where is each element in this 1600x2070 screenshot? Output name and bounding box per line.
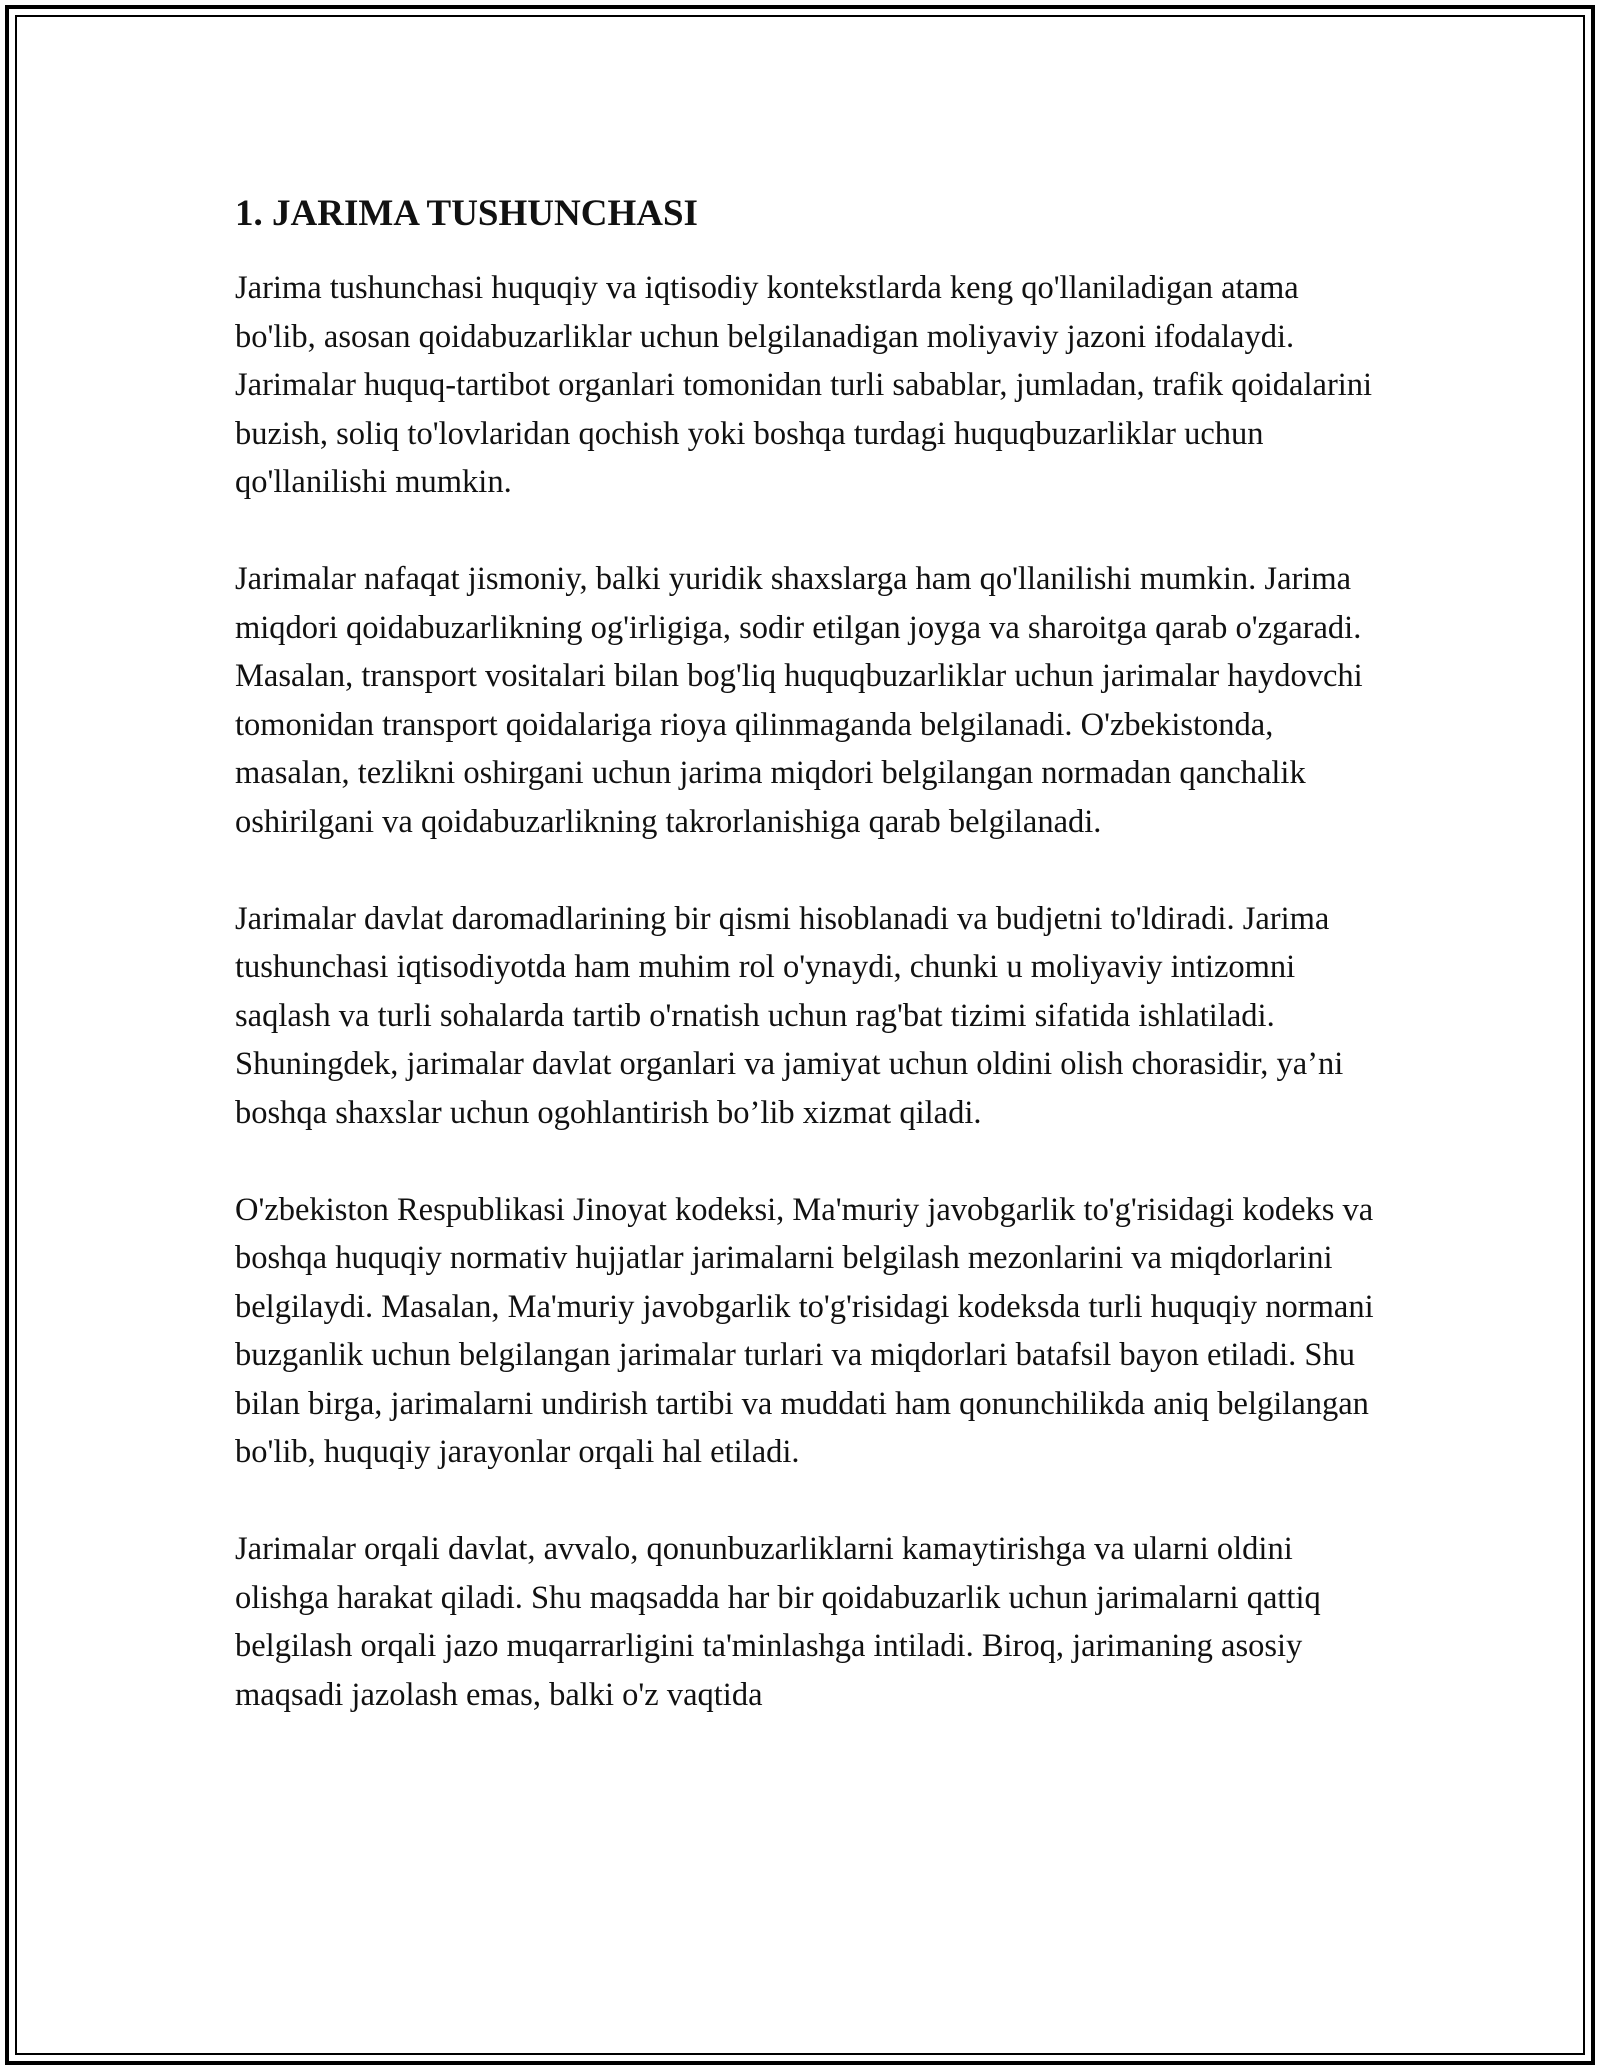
paragraph-4: O'zbekiston Respublikasi Jinoyat kodeksi, Ma'muriy javobgarlik to'g'risidagi kodeks va boshqa huquqiy normativ hujjatlar jarimalarni belgilash mezonlarini va miqdorlarini belgilaydi. Masalan, Ma'muriy javobgarlik to'g'risidagi kodeksda turli huquqiy normani buzganlik uchun belgilangan jarimalar turlari va miqdorlari batafsil bayon etiladi. Shu bilan birga, jarimalarni undirish tartibi va muddati ham qonunchilikda aniq belgilangan bo'lib, huquqiy jarayonlar orqali hal etiladi. [235, 1191, 1374, 1471]
document-body [235, 186, 1375, 1767]
paragraph-2: Jarimalar nafaqat jismoniy, balki yuridik shaxslarga ham qo'llanilishi mumkin. Jarima miqdori qoidabuzarlikning og'irligiga, sodir etilgan joyga va sharoitga qarab o'zgaradi. Masalan, transport vositalari bilan bog'liq huquqbuzarliklar uchun jarimalar haydovchi tomonidan transport qoidalariga rioya qilinmaganda belgilanadi. O'zbekistonda, masalan, tezlikni oshirgani uchun jarima miqdori belgilangan normadan qanchalik oshirilgani va qoidabuzarlikning takrorlanishiga qarab belgilanadi. [235, 560, 1363, 840]
section-heading: 1. JARIMA TUSHUNCHASI [235, 193, 698, 234]
paragraph-1: Jarima tushunchasi huquqiy va iqtisodiy kontekstlarda keng qo'llaniladigan atama bo'lib, asosan qoidabuzarliklar uchun belgilanadigan moliyaviy jazoni ifodalaydi. Jarimalar huquq-tartibot organlari tomonidan turli sabablar, jumladan, trafik qoidalarini buzish, soliq to'lovlaridan qochish yoki boshqa turdagi huquqbuzarliklar uchun qo'llanilishi mumkin. [235, 270, 1373, 501]
paragraph-3: Jarimalar davlat daromadlarining bir qismi hisoblanadi va budjetni to'ldiradi. Jarima tushunchasi iqtisodiyotda ham muhim rol o'ynaydi, chunki u moliyaviy intizomni saqlash va turli sohalarda tartib o'rnatish uchun rag'bat tizimi sifatida ishlatiladi. Shuningdek, jarimalar davlat organlari va jamiyat uchun oldini olish chorasidir, ya’ni boshqa shaxslar uchun ogohlantirish bo’lib xizmat qiladi. [235, 900, 1344, 1131]
paragraph-5: Jarimalar orqali davlat, avvalo, qonunbuzarliklarni kamaytirishga va ularni oldini olishga harakat qiladi. Shu maqsadda har bir qoidabuzarlik uchun jarimalarni qattiq belgilash orqali jazo muqarrarligini ta'minlashga intiladi. Biroq, jarimaning asosiy maqsadi jazolash emas, balki o'z vaqtida [235, 1531, 1321, 1713]
